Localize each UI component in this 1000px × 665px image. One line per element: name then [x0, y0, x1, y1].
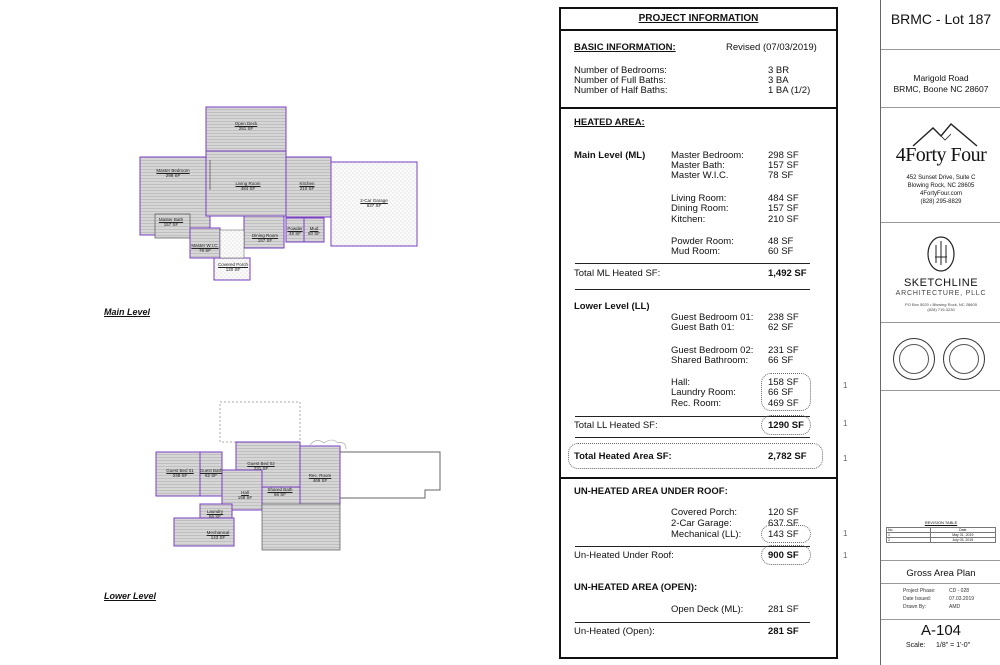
project-information-title: PROJECT INFORMATION — [561, 9, 836, 31]
room-label-powder: Powder 48 SF — [287, 226, 303, 237]
architect-phone: (828) 719-3230 — [927, 307, 955, 312]
revision-header: No. — [887, 528, 931, 533]
revision-marker: 1 — [843, 419, 848, 428]
unheated-roof-row-label: 2-Car Garage: — [671, 518, 732, 529]
ml-row-value: 60 SF — [768, 246, 794, 257]
unheated-roof-heading: UN-HEATED AREA UNDER ROOF: — [574, 486, 728, 497]
unheated-roof-row-value: 143 SF — [768, 529, 799, 540]
unheated-roof-row-value: 120 SF — [768, 507, 799, 518]
architect-name: SKETCHLINE — [903, 277, 979, 289]
phase-label: Project Phase: — [903, 588, 936, 594]
address-line-1: Marigold Road — [913, 73, 969, 83]
main-level-plan — [140, 107, 417, 280]
bedrooms-label: Number of Bedrooms: — [574, 65, 667, 76]
revision-header: Date — [930, 528, 995, 533]
drawn-value: AMD — [949, 604, 961, 610]
room-label-shared-bath: Shared Bath 66 SF — [267, 487, 293, 498]
ll-row-value: 66 SF — [768, 387, 794, 398]
address-line-2: BRMC, Boone NC 28607 — [893, 84, 989, 94]
room-label-mechanical: Mechanical 143 SF — [206, 530, 230, 541]
revision-cell: May 31, 2019 — [930, 533, 995, 538]
room-label-laundry: Laundry 66 SF — [206, 509, 224, 520]
ml-row-value: 78 SF — [768, 170, 794, 181]
half-baths-value: 1 BA (1/2) — [768, 85, 811, 96]
unheated-roof-row-label: Covered Porch: — [671, 507, 738, 518]
ml-row-value: 157 SF — [768, 203, 799, 214]
total-ml-label: Total ML Heated SF: — [574, 268, 661, 279]
bedrooms-value: 3 BR — [768, 65, 790, 76]
half-baths-label: Number of Half Baths: — [574, 85, 668, 96]
room-label-open-deck: Open Deck 281 SF — [234, 121, 258, 132]
room-label-guest-bath: Guest Bath 62 SF — [199, 468, 223, 479]
phase-cell — [881, 584, 1000, 620]
rule — [575, 289, 810, 290]
ml-row-value: 48 SF — [768, 236, 794, 247]
ll-row-label: Shared Bathroom: — [671, 355, 749, 366]
unheated-roof-row-label: Mechanical (LL): — [671, 529, 742, 540]
ml-row-label: Master Bath: — [671, 160, 725, 171]
rule — [575, 263, 810, 264]
ll-row-value: 231 SF — [768, 345, 799, 356]
room-label-rec-room: Rec. Room 469 SF — [308, 473, 332, 484]
architect-subtitle: ARCHITECTURE, PLLC — [895, 290, 987, 297]
ml-row-label: Master Bedroom: — [671, 150, 744, 161]
revision-marker: 1 — [843, 454, 848, 463]
section-divider — [561, 107, 836, 109]
ll-row-label: Hall: — [671, 377, 691, 388]
project-name-cell — [881, 0, 1000, 50]
ll-row-value: 469 SF — [768, 398, 799, 409]
firm-contact — [881, 174, 1000, 206]
scale-label: Scale: — [906, 642, 926, 649]
lower-level-heading: Lower Level (LL) — [574, 301, 650, 312]
revision-cloud — [761, 545, 811, 565]
total-ll-value: 1290 SF — [768, 420, 804, 431]
main-level-heading: Main Level (ML) — [574, 150, 646, 161]
divider — [881, 390, 1000, 391]
firm-logo-text: 4Forty Four — [895, 144, 987, 166]
firm-address-1: 452 Sunset Drive, Suite C — [906, 175, 976, 181]
revision-table-title: REVISION TABLE — [924, 520, 958, 525]
sketchline-logo-icon — [926, 235, 956, 273]
divider — [881, 222, 1000, 223]
sheet-title: Gross Area Plan — [906, 568, 976, 579]
unheated-open-total-label: Un-Heated (Open): — [574, 626, 655, 637]
ml-row-label: Kitchen: — [671, 214, 706, 225]
unheated-open-total-value: 281 SF — [768, 626, 799, 637]
room-label-mud: Mud 60 SF — [307, 226, 321, 237]
corporate-seal-icon — [943, 338, 985, 380]
ll-row-label: Laundry Room: — [671, 387, 736, 398]
unheated-open-heading: UN-HEATED AREA (OPEN): — [574, 582, 698, 593]
sheet-number-cell — [881, 622, 1000, 649]
architect-seal-icon — [893, 338, 935, 380]
drawn-label: Drawn By: — [903, 604, 927, 610]
scale-value: 1/8" = 1'-0" — [936, 642, 971, 649]
revision-marker: 1 — [843, 551, 848, 560]
revised-date: Revised (07/03/2019) — [726, 42, 817, 53]
site-address-cell — [881, 50, 1000, 108]
main-level-label: Main Level — [104, 307, 151, 317]
total-heated-value: 2,782 SF — [768, 451, 807, 462]
title-block — [880, 0, 1000, 665]
ml-row-label: Living Room: — [671, 193, 727, 204]
total-heated-label: Total Heated Area SF: — [574, 451, 672, 462]
ll-row-label: Rec. Room: — [671, 398, 722, 409]
total-ll-label: Total LL Heated SF: — [574, 420, 658, 431]
room-label-garage: 2-Car Garage 637 SF — [360, 198, 388, 209]
revision-table — [886, 520, 996, 543]
room-label-hall: Hall 158 SF — [237, 490, 253, 501]
room-label-guest-bed-01: Guest Bed 01 238 SF — [166, 468, 194, 479]
issued-value: 07.03.2019 — [949, 596, 975, 602]
total-ml-value: 1,492 SF — [768, 268, 807, 279]
revision-cloud — [761, 525, 811, 543]
revision-cloud — [761, 415, 811, 435]
ll-row-value: 66 SF — [768, 355, 794, 366]
sheet-number: A-104 — [920, 622, 962, 639]
ml-row-label: Powder Room: — [671, 236, 734, 247]
project-information-panel — [559, 7, 848, 659]
heated-area-heading: HEATED AREA: — [574, 117, 645, 128]
ll-row-label: Guest Bedroom 02: — [671, 345, 754, 356]
ll-row-label: Guest Bath 01: — [671, 322, 735, 333]
phase-value: CD - 028 — [949, 588, 970, 594]
ll-row-value: 62 SF — [768, 322, 794, 333]
ll-row-value: 238 SF — [768, 312, 799, 323]
ml-row-value: 484 SF — [768, 193, 799, 204]
firm-address-2: Blowing Rock, NC 28605 — [907, 183, 975, 189]
room-label-guest-bed-02: Guest Bed 02 231 SF — [247, 461, 275, 472]
rule — [575, 437, 810, 438]
ll-row-label: Guest Bedroom 01: — [671, 312, 754, 323]
unheated-open-row-label: Open Deck (ML): — [671, 604, 744, 615]
unheated-roof-total-label: Un-Heated Under Roof: — [574, 550, 674, 561]
ml-row-value: 298 SF — [768, 150, 799, 161]
basic-info-heading: BASIC INFORMATION: — [574, 42, 676, 53]
room-label-dining-room: Dining Room 157 SF — [251, 233, 279, 244]
unheated-open-row-value: 281 SF — [768, 604, 799, 615]
architect-address: PO Box 5020 • Blowing Rock, NC 28605 — [905, 302, 977, 307]
unheated-roof-row-value: 637 SF — [768, 518, 799, 529]
lower-level-label: Lower Level — [104, 591, 157, 601]
revision-cell: 1 — [887, 533, 931, 538]
unheated-roof-total-value: 900 SF — [768, 550, 799, 561]
ml-row-label: Dining Room: — [671, 203, 729, 214]
revision-cell: 2 — [887, 538, 931, 543]
project-name: BRMC - Lot 187 — [890, 11, 992, 27]
ml-row-label: Master W.I.C. — [671, 170, 729, 181]
revision-marker: 1 — [843, 529, 848, 538]
revision-cloud — [761, 373, 811, 411]
firm-phone: (828) 295-8829 — [920, 199, 962, 205]
sheet-title-cell — [881, 560, 1000, 584]
revision-cell: July 03, 2019 — [930, 538, 995, 543]
room-label-master-bedroom: Master Bedroom 298 SF — [156, 168, 190, 179]
ml-row-value: 157 SF — [768, 160, 799, 171]
section-divider — [561, 477, 836, 479]
room-label-kitchen: Kitchen 210 SF — [299, 181, 315, 192]
divider — [881, 322, 1000, 323]
room-label-master-wic: Master W.I.C. 78 SF — [191, 243, 219, 254]
revision-marker: 1 — [843, 381, 848, 390]
full-baths-label: Number of Full Baths: — [574, 75, 666, 86]
room-label-master-bath: Master Bath 157 SF — [158, 217, 184, 228]
room-label-covered-porch: Covered Porch 120 SF — [217, 262, 249, 273]
rule — [575, 622, 810, 623]
lower-level-plan — [156, 402, 440, 550]
firm-website: 4FortyFour.com — [919, 191, 962, 197]
room-label-living-room: Living Room 484 SF — [235, 181, 261, 192]
issued-label: Date Issued: — [903, 596, 932, 602]
ml-row-label: Mud Room: — [671, 246, 721, 257]
ml-row-value: 210 SF — [768, 214, 799, 225]
ll-row-value: 158 SF — [768, 377, 799, 388]
full-baths-value: 3 BA — [768, 75, 789, 86]
